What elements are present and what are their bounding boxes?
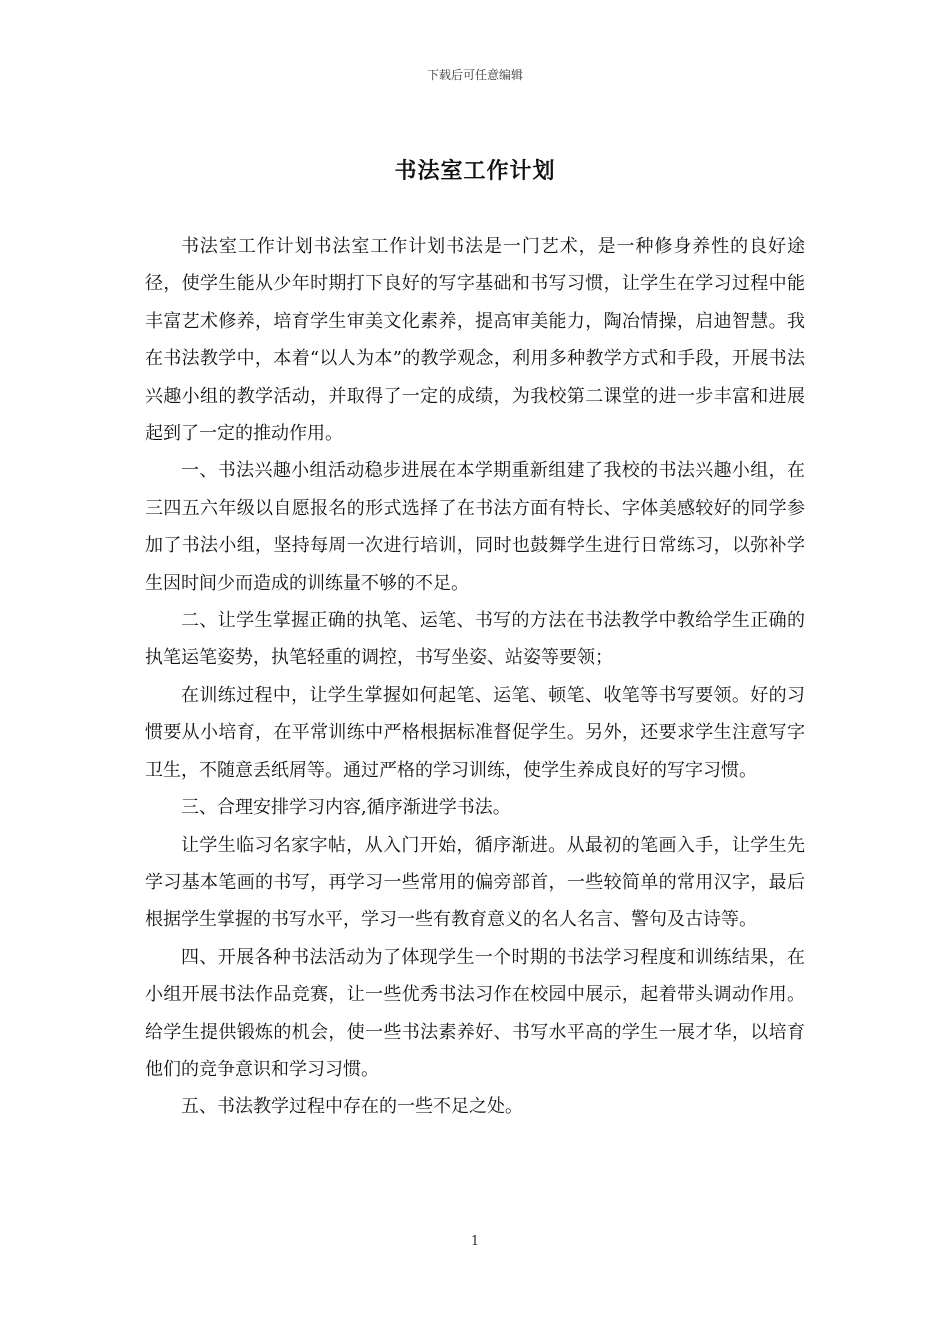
page-header-note: 下载后可任意编辑 bbox=[426, 68, 523, 82]
paragraph-intro: 书法室工作计划书法室工作计划书法是一门艺术，是一种修身养性的良好途径，使学生能从少年时期打下良好的写字基础和书写习惯，让学生在学习过程中能丰富艺术修养，培育学生审美文化素养，提高审美能力，陶冶情操，启迪智慧。我在书法教学中，本着“以人为本”的教学观念，利用多种教学方式和手段，开展书法兴趣小组的教学活动，并取得了一定的成绩，为我校第二课堂的进一步丰富和进展起到了一定的推动作用。 bbox=[145, 236, 805, 445]
paragraph-section-4: 四、开展各种书法活动为了体现学生一个时期的书法学习程度和训练结果，在小组开展书法作品竞赛，让一些优秀书法习作在校园中展示，起着带头调动作用。给学生提供锻炼的机会，使一些书法素养好、书写水平高的学生一展才华，以培育他们的竞争意识和学习习惯。 bbox=[145, 946, 805, 1080]
page-number: 1 bbox=[470, 1234, 480, 1249]
document-title: 书法室工作计划 bbox=[394, 158, 556, 184]
paragraph-section-2: 二、让学生掌握正确的执笔、运笔、书写的方法在书法教学中教给学生正确的执笔运笔姿势，执笔轻重的调控，书写坐姿、站姿等要领； bbox=[145, 610, 805, 669]
paragraph-section-5: 五、书法教学过程中存在的一些不足之处。 bbox=[181, 1096, 523, 1118]
paragraph-section-3: 三、合理安排学习内容,循序渐进学书法。 bbox=[181, 797, 511, 819]
paragraph-section-3-detail: 让学生临习名家字帖，从入门开始，循序渐进。从最初的笔画入手，让学生先学习基本笔画的书写，再学习一些常用的偏旁部首，一些较简单的常用汉字，最后根据学生掌握的书写水平，学习一些有教育意义的名人名言、警句及古诗等。 bbox=[145, 834, 805, 931]
paragraph-section-1: 一、书法兴趣小组活动稳步进展在本学期重新组建了我校的书法兴趣小组，在三四五六年级以自愿报名的形式选择了在书法方面有特长、字体美感较好的同学参加了书法小组，坚持每周一次进行培训，同时也鼓舞学生进行日常练习，以弥补学生因时间少而造成的训练量不够的不足。 bbox=[145, 460, 805, 594]
paragraph-section-2-detail: 在训练过程中，让学生掌握如何起笔、运笔、顿笔、收笔等书写要领。好的习惯要从小培育，在平常训练中严格根据标准督促学生。另外，还要求学生注意写字卫生，不随意丢纸屑等。通过严格的学习训练，使学生养成良好的写字习惯。 bbox=[145, 684, 805, 781]
document-body bbox=[145, 228, 805, 1126]
